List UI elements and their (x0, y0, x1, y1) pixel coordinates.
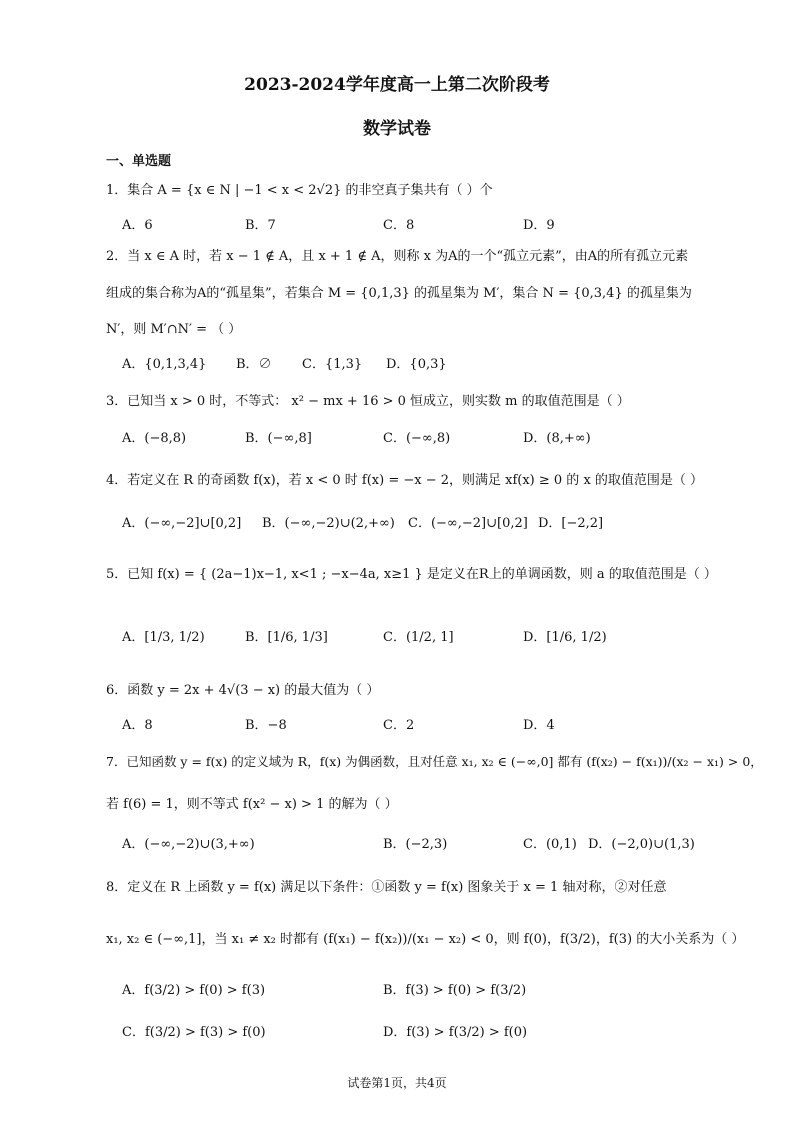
question-1-option-c: C．8 (383, 218, 415, 233)
question-8-option-b: B．f(3) > f(0) > f(3/2) (383, 983, 527, 998)
question-7-option-a: A．(−∞,−2)∪(3,+∞) (122, 837, 255, 852)
question-2-stem-line-1: 2．当 x ∈ A 时，若 x − 1 ∉ A，且 x + 1 ∉ A，则称 x 为A的一个“孤立元素”，由A的所有孤立元素 (106, 249, 689, 264)
question-6-option-a: A．8 (122, 718, 153, 733)
exam-title: 2023-2024学年度高一上第二次阶段考 (244, 75, 550, 95)
question-4-option-a: A．(−∞,−2]∪[0,2] (122, 516, 242, 531)
question-3-stem: 3．已知当 x > 0 时，不等式： x² − mx + 16 > 0 恒成立，则实数 m 的取值范围是（ ） (106, 394, 630, 409)
question-6-option-c: C．2 (383, 718, 415, 733)
question-4-option-b: B．(−∞,−2)∪(2,+∞) (262, 516, 395, 531)
question-8-option-c: C．f(3/2) > f(3) > f(0) (122, 1025, 266, 1040)
question-5-option-d: D．[1/6, 1/2) (523, 630, 607, 645)
question-3-option-a: A．(−8,8) (122, 431, 187, 446)
question-5-stem: 5．已知 f(x) = { (2a−1)x−1, x<1 ; −x−4a, x≥1 } 是定义在R上的单调函数，则 a 的取值范围是（ ） (106, 567, 717, 582)
question-1-stem: 1．集合 A = {x ∈ N | −1 < x < 2√2} 的非空真子集共有（ ）个 (106, 183, 493, 198)
section-heading: 一、单选题 (106, 154, 172, 169)
question-7-stem-line-1: 7．已知函数 y = f(x) 的定义域为 R，f(x) 为偶函数，且对任意 x₁, x₂ ∈ (−∞,0] 都有 (f(x₂) − f(x₁))/(x₂ − x₁) > 0， (106, 754, 763, 769)
question-2-option-a: A．{0,1,3,4} (122, 357, 207, 372)
question-8-option-d: D．f(3) > f(3/2) > f(0) (383, 1025, 528, 1040)
question-1-option-a: A．6 (122, 218, 153, 233)
question-2-stem-line-3: N′，则 M′∩N′ = （ ） (106, 322, 242, 337)
question-7-option-c: C．(0,1) (523, 837, 577, 852)
question-8-stem-line-2: x₁, x₂ ∈ (−∞,1]，当 x₁ ≠ x₂ 时都有 (f(x₁) − f(x₂))/(x₁ − x₂) < 0，则 f(0)，f(3/2)，f(3) 的大小关系为（ ） (106, 932, 745, 947)
question-4-option-c: C．(−∞,−2]∪[0,2] (408, 516, 528, 531)
exam-subtitle: 数学试卷 (363, 119, 431, 139)
question-8-option-a: A．f(3/2) > f(0) > f(3) (122, 983, 266, 998)
question-7-option-b: B．(−2,3) (383, 837, 448, 852)
question-7-option-d: D．(−2,0)∪(1,3) (588, 837, 695, 852)
page-footer: 试卷第1页，共4页 (347, 1076, 447, 1090)
question-5-option-c: C．(1/2, 1] (383, 630, 454, 645)
question-3-option-c: C．(−∞,8) (383, 431, 451, 446)
question-8-stem-line-1: 8．定义在 R 上函数 y = f(x) 满足以下条件：①函数 y = f(x) 图象关于 x = 1 轴对称，②对任意 (106, 880, 667, 895)
question-4-stem: 4．若定义在 R 的奇函数 f(x)，若 x < 0 时 f(x) = −x − 2，则满足 xf(x) ≥ 0 的 x 的取值范围是（ ） (106, 473, 704, 488)
question-1-option-b: B．7 (245, 218, 276, 233)
question-6-option-b: B．−8 (245, 718, 287, 733)
question-5-option-b: B．[1/6, 1/3] (245, 630, 328, 645)
question-1-option-d: D．9 (523, 218, 555, 233)
question-2-stem-line-2: 组成的集合称为A的“孤星集”，若集合 M = {0,1,3} 的孤星集为 M′，集合 N = {0,3,4} 的孤星集为 (106, 286, 692, 301)
question-4-option-d: D．[−2,2] (538, 516, 604, 531)
question-7-stem-line-2: 若 f(6) = 1，则不等式 f(x² − x) > 1 的解为（ ） (106, 797, 398, 812)
question-6-option-d: D．4 (523, 718, 555, 733)
question-3-option-d: D．(8,+∞) (523, 431, 591, 446)
question-2-option-d: D．{0,3} (386, 357, 447, 372)
question-5-option-a: A．[1/3, 1/2) (122, 630, 205, 645)
question-2-option-c: C．{1,3} (302, 357, 363, 372)
question-2-option-b: B．∅ (236, 357, 272, 372)
question-6-stem: 6．函数 y = 2x + 4√(3 − x) 的最大值为（ ） (106, 683, 380, 698)
question-3-option-b: B．(−∞,8] (245, 431, 312, 446)
